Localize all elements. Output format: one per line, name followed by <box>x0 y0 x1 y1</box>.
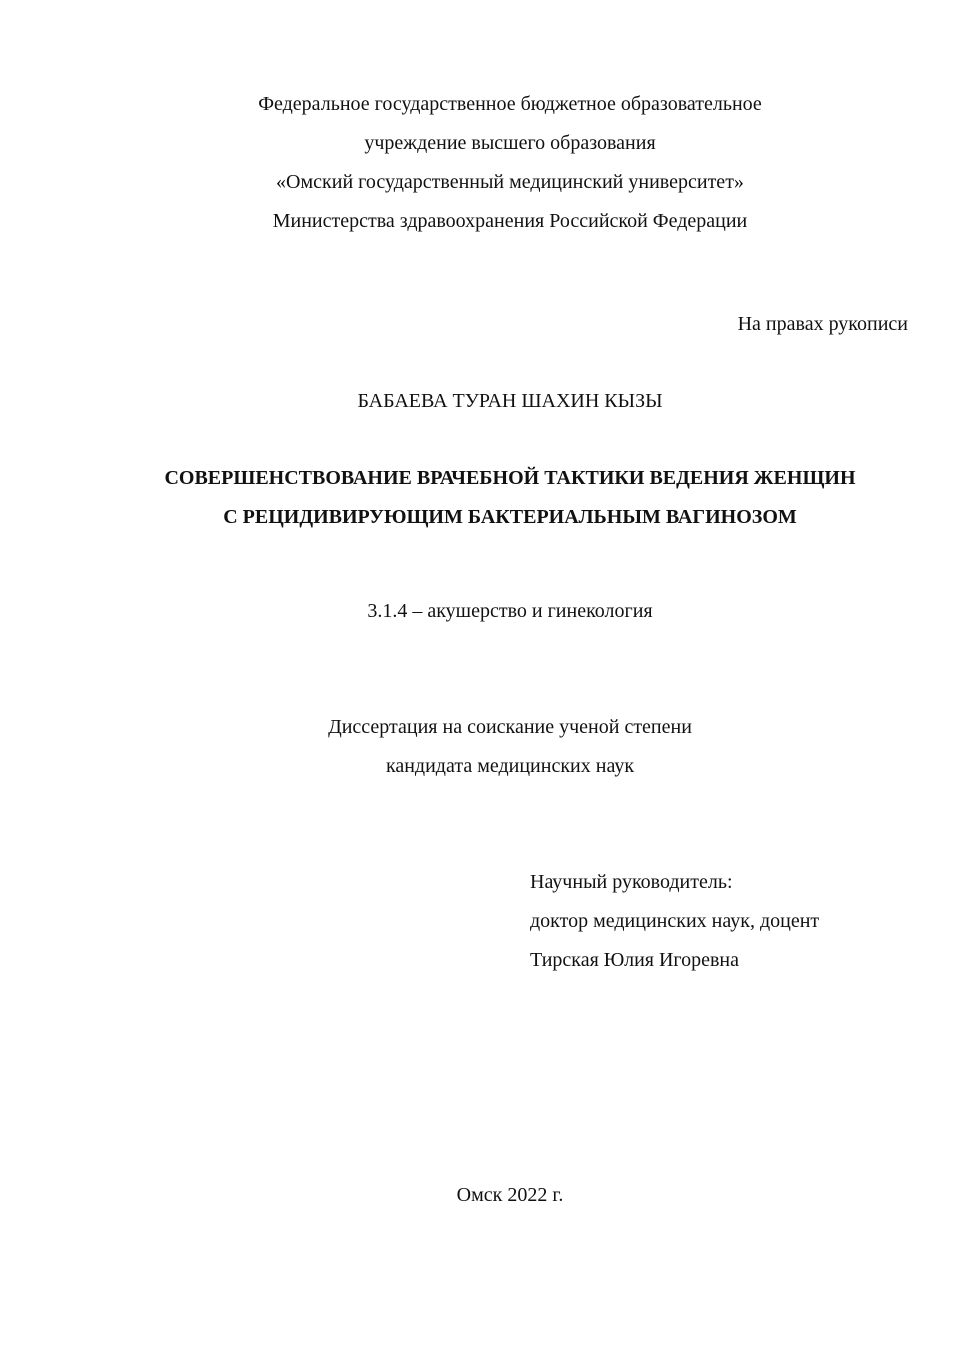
institution-line-3: «Омский государственный медицинский университет» <box>276 171 744 193</box>
institution-line-4: Министерства здравоохранения Российской Федерации <box>272 210 748 232</box>
degree-line-2: кандидата медицинских наук <box>385 755 635 777</box>
institution-line-1: Федеральное государственное бюджетное образовательное <box>258 93 762 115</box>
supervisor-name: Тирская Юлия Игоревна <box>530 949 740 971</box>
specialty-code: 3.1.4 – акушерство и гинекология <box>367 600 653 622</box>
author-name: БАБАЕВА ТУРАН ШАХИН КЫЗЫ <box>357 390 663 412</box>
degree-line-1: Диссертация на соискание ученой степени <box>328 716 692 738</box>
dissertation-title-line-2: С РЕЦИДИВИРУЮЩИМ БАКТЕРИАЛЬНЫМ ВАГИНОЗОМ <box>223 506 797 528</box>
dissertation-title-line-1: СОВЕРШЕНСТВОВАНИЕ ВРАЧЕБНОЙ ТАКТИКИ ВЕДЕНИЯ ЖЕНЩИН <box>164 467 856 489</box>
supervisor-heading: Научный руководитель: <box>530 871 733 893</box>
manuscript-note: На правах рукописи <box>737 313 908 335</box>
institution-line-2: учреждение высшего образования <box>364 132 656 154</box>
place-year: Омск 2022 г. <box>456 1184 564 1206</box>
supervisor-credentials: доктор медицинских наук, доцент <box>530 910 820 932</box>
